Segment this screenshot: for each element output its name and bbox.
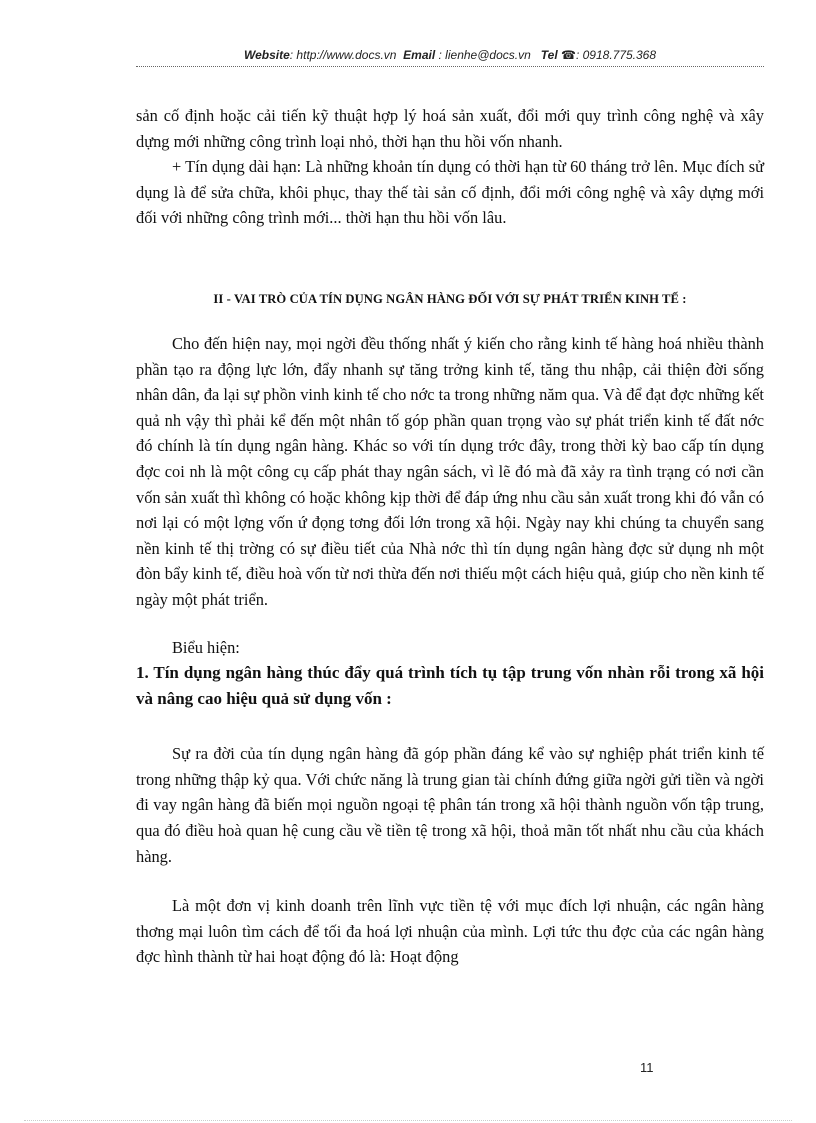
paragraph-credit-birth: Sự ra đời của tín dụng ngân hàng đã góp phần đáng kể vào sự nghiệp phát triển kinh tế trong những thập kỷ qua. Với chức năng là trung gian tài chính đứng giữa ngời gửi tiền và ngời đi vay ngân hàng đã biến mọi nguồn ngoại tệ phân tán trong xã hội thành nguồn vốn tập trung, qua đó điều hoà quan hệ cung cầu về tiền tệ trong xã hội, thoả mãn tốt nhất nhu cầu của khách hàng.	[136, 744, 764, 866]
paragraph-long-term-credit: + Tín dụng dài hạn: Là những khoản tín dụng có thời hạn từ 60 tháng trở lên. Mục đích sử dụng là để sửa chữa, khôi phục, thay thế tài sản cố định, đổi mới công nghệ và xây dựng mới đối với những công trình mới... thời hạn thu hồi vốn lâu.	[136, 157, 764, 228]
tel-label: Tel ☎	[540, 48, 576, 62]
document-body	[136, 103, 764, 970]
footer-divider	[24, 1120, 792, 1121]
page-number: 11	[640, 1060, 654, 1075]
email-value[interactable]: : lienhe@docs.vn	[438, 48, 531, 62]
subheading-1: 1. Tín dụng ngân hàng thúc đẩy quá trình tích tụ tập trung vốn nhàn rỗi trong xã hội và nâng cao hiệu quả sử dụng vốn :	[136, 663, 764, 708]
header-divider	[136, 66, 764, 67]
paragraph-1: sản cố định hoặc cải tiến kỹ thuật hợp lý hoá sản xuất, đổi mới quy trình công nghệ và xây dựng mới những công trình loại nhỏ, thời hạn thu hồi vốn nhanh.	[136, 106, 764, 151]
email-label: Email	[403, 48, 436, 62]
tel-value: : 0918.775.368	[575, 48, 657, 62]
bieu-hien-label: Biểu hiện:	[172, 637, 240, 657]
website-value[interactable]: : http://www.docs.vn	[289, 48, 397, 62]
page-header	[136, 48, 764, 66]
website-label: Website	[243, 48, 290, 62]
section-title: II - VAI TRÒ CỦA TÍN DỤNG NGÂN HÀNG ĐỐI VỚI SỰ PHÁT TRIỂN KINH TẾ :	[213, 291, 687, 306]
paragraph-profit: Là một đơn vị kinh doanh trên lĩnh vực tiền tệ với mục đích lợi nhuận, các ngân hàng thơng mại luôn tìm cách để tối đa hoá lợi nhuận của mình. Lợi tức thu đợc của các ngân hàng đợc hình thành từ hai hoạt động đó là: Hoạt động	[136, 896, 764, 967]
paragraph-role-intro: Cho đến hiện nay, mọi ngời đều thống nhất ý kiến cho rằng kinh tế hàng hoá nhiều thành phần tạo ra động lực lớn, đẩy nhanh sự tăng trởng kinh tế, tăng thu nhập, cải thiện đời sống nhân dân, đa lại sự phồn vinh kinh tế cho nớc ta trong những năm qua. Và để đạt đợc những kết quả nh vậy thì phải kể đến một nhân tố góp phần quan trọng vào sự phát triển kinh tế đất nớc đó chính là tín dụng ngân hàng. Khác so với tín dụng trớc đây, trong thời kỳ bao cấp tín dụng đợc coi nh là một công cụ cấp phát thay ngân sách, vì lẽ đó mà đã xảy ra tình trạng có nơi cần vốn sản xuất thì không có hoặc không kịp thời để đáp ứng nhu cầu sản xuất trong khi đó vẫn có nơi lại có một lợng vốn ứ đọng tơng đối lớn trong xã hội. Ngày nay khi chúng ta chuyển sang nền kinh tế thị trờng có sự điều tiết của Nhà nớc thì tín dụng ngân hàng đợc sử dụng nh một đòn bẩy kinh tế, điều hoà vốn từ nơi thừa đến nơi thiếu một cách hiệu quả, giúp cho nền kinh tế ngày một phát triển.	[136, 333, 764, 609]
